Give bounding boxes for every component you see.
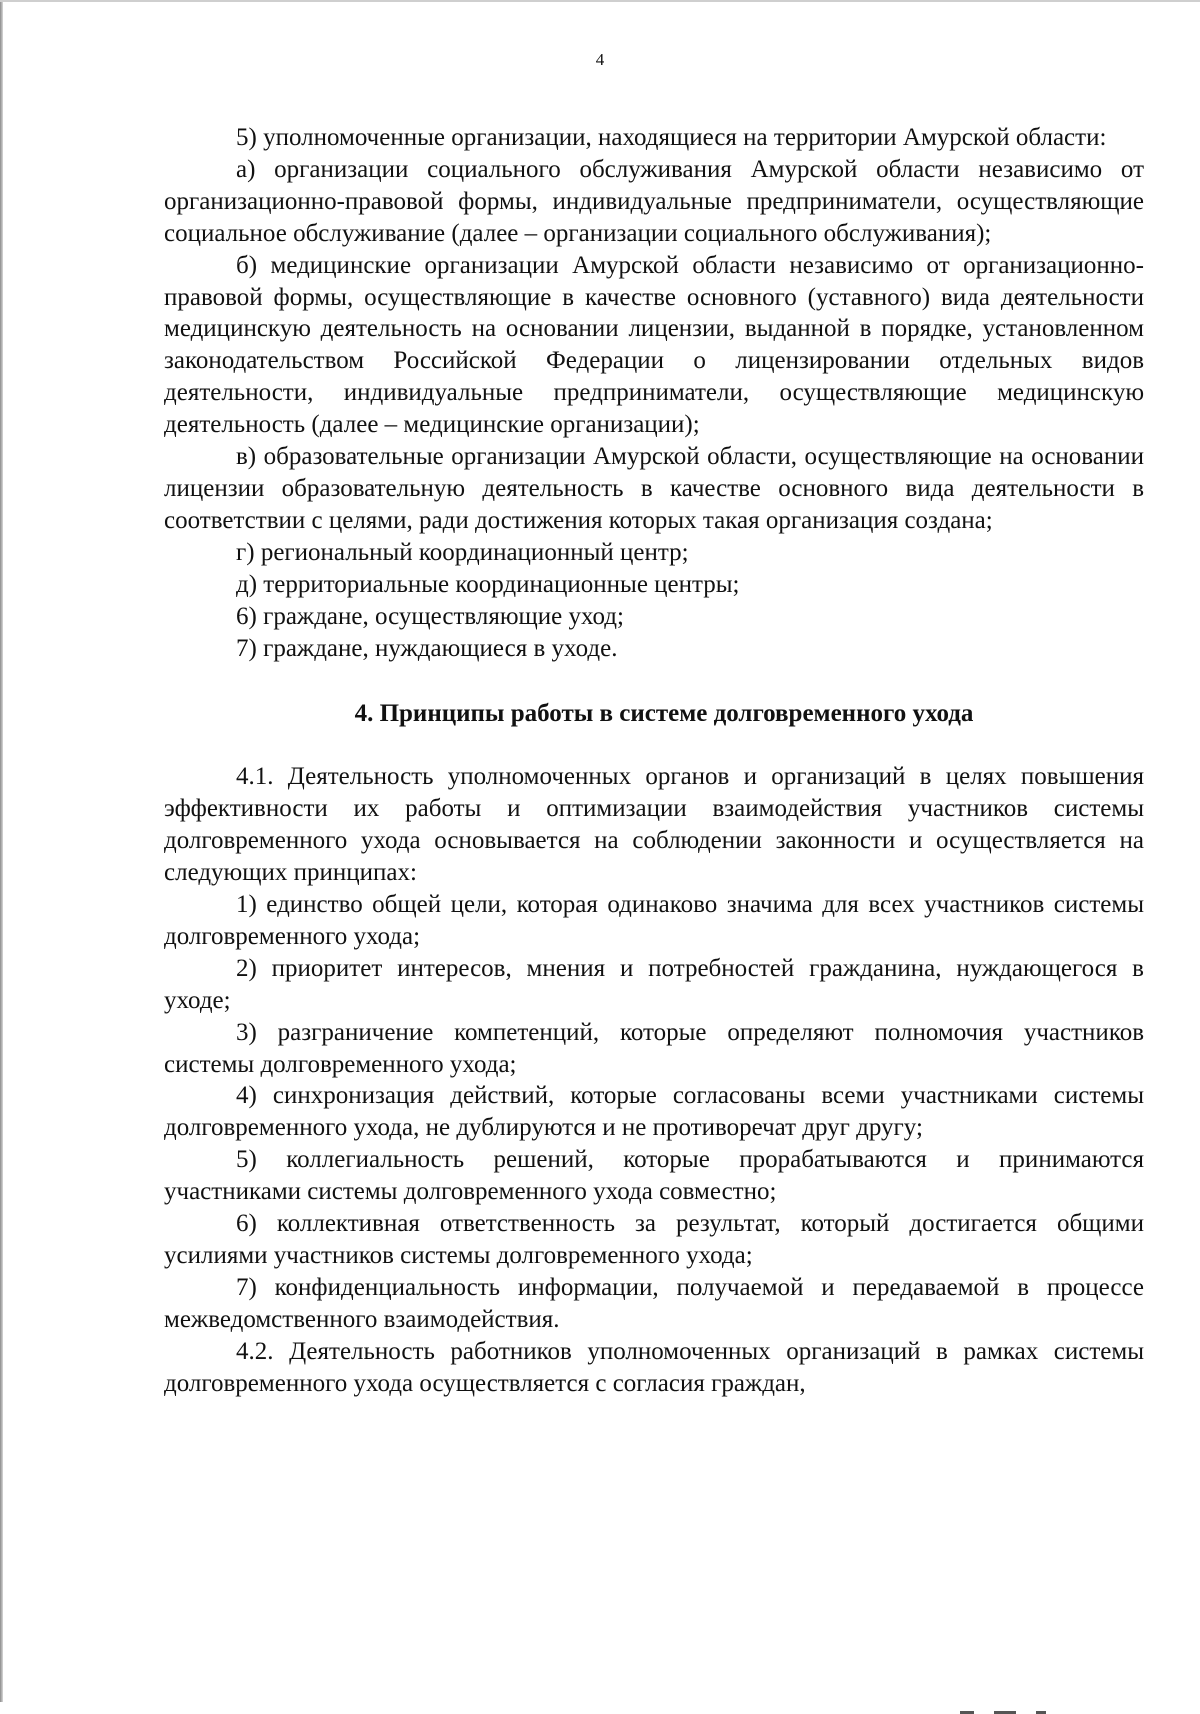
section-spacer [164, 664, 1144, 698]
page-number: 4 [595, 50, 605, 69]
principle-7: 7) конфиденциальность информации, получаемой и передаваемой в процессе межведомственного взаимодействия. [164, 1273, 1144, 1333]
principle-3: 3) разграничение компетенций, которые определяют полномочия участников системы долговременного ухода; [164, 1018, 1144, 1078]
paragraph-item-5d: д) территориальные координационные центры; [236, 570, 740, 598]
paragraph-4-1: 4.1. Деятельность уполномоченных органов и организаций в целях повышения эффективности их работы и оптимизации взаимодействия участников системы долговременного ухода основывается на соблюдении законности и осуществляется на следующих принципах: [164, 763, 1144, 887]
paragraph-item-5a: а) организации социального обслуживания Амурской области независимо от организационно-правовой формы, индивидуальные предприниматели, осуществляющие социальное обслуживание (далее – организации социального обслуживания); [164, 155, 1144, 247]
paragraph-item-5: 5) уполномоченные организации, находящиеся на территории Амурской области: [236, 124, 1107, 151]
section-heading: 4. Принципы работы в системе долговременного ухода [354, 700, 974, 728]
paragraph-item-5g: г) региональный координационный центр; [236, 538, 689, 566]
principle-4: 4) синхронизация действий, которые согласованы всеми участниками системы долговременного ухода, не дублируются и не противоречат друг другу; [164, 1082, 1144, 1142]
paragraph-item-5v: в) образовательные организации Амурской области, осуществляющие на основании лицензии образовательную деятельность в качестве основного вида деятельности в соответствии с целями, ради достижения которых такая организация создана; [164, 443, 1144, 534]
paragraph-item-6: 6) граждане, осуществляющие уход; [236, 602, 624, 630]
principle-5: 5) коллегиальность решений, которые прорабатываются и принимаются участниками системы долговременного ухода совместно; [164, 1146, 1144, 1206]
principle-1: 1) единство общей цели, которая одинаково значима для всех участников системы долговременного ухода; [164, 891, 1144, 950]
section-spacer [164, 730, 1144, 761]
paragraph-item-7: 7) граждане, нуждающиеся в уходе. [236, 634, 618, 662]
paragraph-4-2: 4.2. Деятельность работников уполномоченных организаций в рамках системы долговременного ухода осуществляется с согласия граждан, [164, 1337, 1144, 1397]
paragraph-item-5b: б) медицинские организации Амурской области независимо от организационно-правовой формы, осуществляющие в качестве основного (уставного) вида деятельности медицинскую деятельность на основании лицензии, выданной в порядке, установленном законодательством Российской Федерации о лицензировании отдельных видов деятельности, индивидуальные предприниматели, осуществляющие медицинскую деятельность (далее – медицинские организации); [164, 251, 1144, 439]
scan-artifact-marks [960, 1696, 1120, 1702]
scan-edge-left [0, 0, 3, 1702]
scan-edge-top [0, 0, 1200, 2]
document-body [164, 122, 1144, 1400]
principle-2: 2) приоритет интересов, мнения и потребностей гражданина, нуждающегося в уходе; [164, 954, 1144, 1014]
principle-6: 6) коллективная ответственность за результат, который достигается общими усилиями участников системы долговременного ухода; [164, 1210, 1144, 1269]
